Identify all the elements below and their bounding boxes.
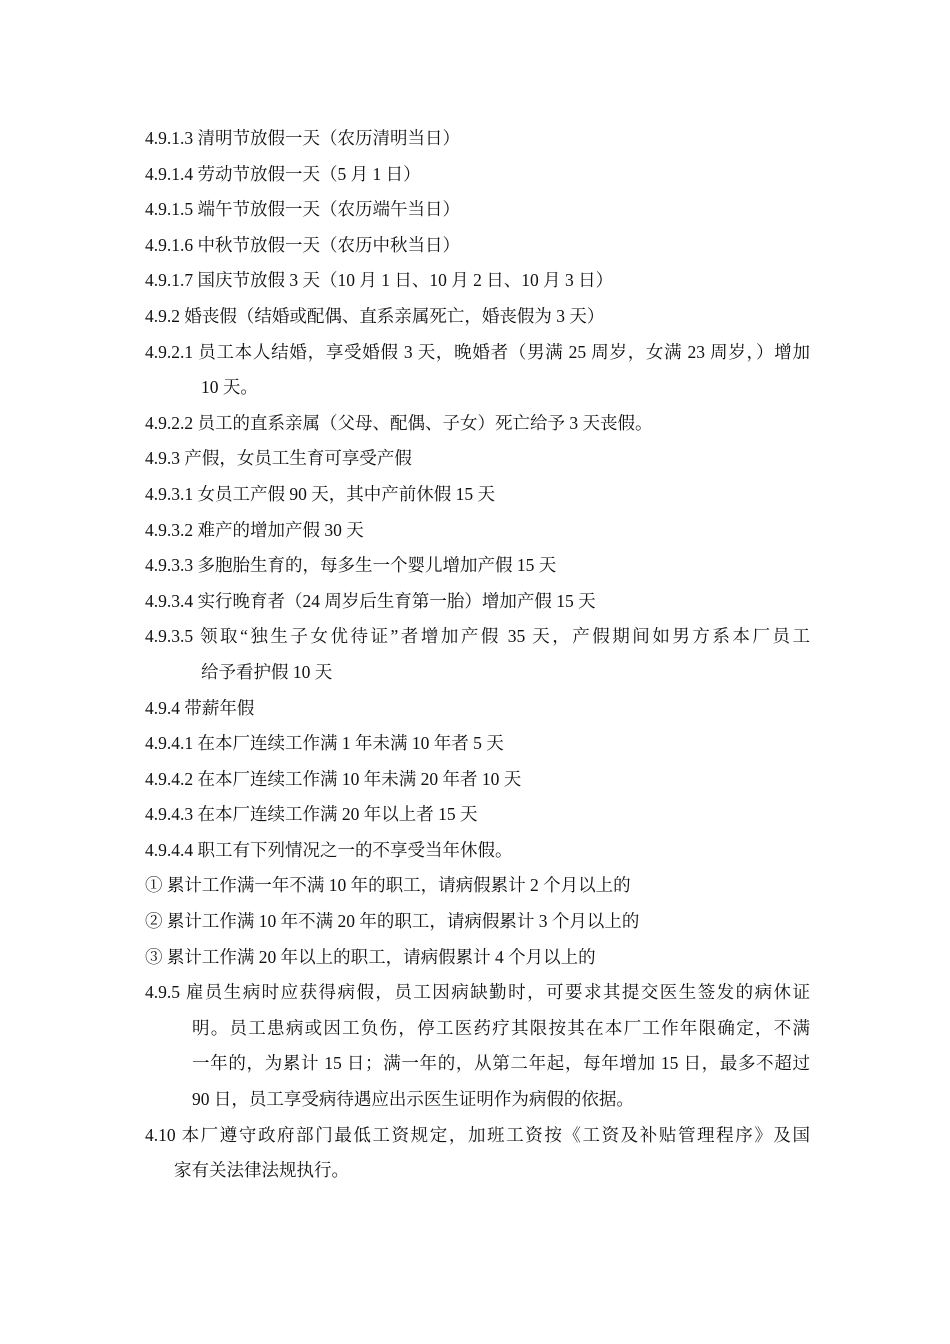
text-line: 4.9.4.4 职工有下列情况之一的不享受当年休假。 [145, 839, 513, 860]
text-line: 4.9.3.1 女员工产假 90 天，其中产前休假 15 天 [145, 483, 495, 504]
text-line: 4.9.4.1 在本厂连续工作满 1 年未满 10 年者 5 天 [145, 733, 504, 754]
text-line: 4.9.3.3 多胞胎生育的，每多生一个婴儿增加产假 15 天 [145, 555, 557, 576]
text-line: 4.9.2.1 员工本人结婚，享受婚假 3 天，晚婚者（男满 25 周岁，女满 23 周岁，）增加 [145, 341, 810, 362]
text-line: 4.9.1.6 中秋节放假一天（农历中秋当日） [145, 234, 460, 255]
text-line-continuation: 明。员工患病或因工负伤，停工医药疗其限按其在本厂工作年限确定，不满 [192, 1017, 810, 1038]
text-line-continuation: 90 日，员工享受病待遇应出示医生证明作为病假的依据。 [192, 1089, 634, 1110]
text-line-continuation: 家有关法律法规执行。 [174, 1160, 349, 1181]
text-line: ② 累计工作满 10 年不满 20 年的职工，请病假累计 3 个月以上的 [145, 911, 640, 932]
text-line: 4.9.1.3 清明节放假一天（农历清明当日） [145, 128, 460, 148]
text-line: 4.9.3.2 难产的增加产假 30 天 [145, 519, 364, 540]
text-line: ① 累计工作满一年不满 10 年的职工，请病假累计 2 个月以上的 [145, 875, 631, 896]
text-line: 4.9.1.7 国庆节放假 3 天（10 月 1 日、10 月 2 日、10 月 3 日） [145, 270, 614, 291]
text-line-continuation: 一年的，为累计 15 日；满一年的，从第二年起，每年增加 15 日，最多不超过 [192, 1053, 810, 1074]
text-line: 4.9.3.4 实行晚育者（24 周岁后生育第一胎）增加产假 15 天 [145, 590, 596, 611]
text-line: 4.9.4.3 在本厂连续工作满 20 年以上者 15 天 [145, 804, 478, 825]
text-line: 4.9.3.5 领取“独生子女优待证”者增加产假 35 天，产假期间如男方系本厂员工 [145, 626, 810, 647]
text-line: 4.9.2 婚丧假（结婚或配偶、直系亲属死亡，婚丧假为 3 天） [145, 305, 605, 326]
text-line: 4.9.1.4 劳动节放假一天（5 月 1 日） [145, 163, 421, 184]
text-line-continuation: 给予看护假 10 天 [201, 661, 333, 682]
text-line: 4.9.4 带薪年假 [145, 697, 255, 718]
text-line: 4.9.4.2 在本厂连续工作满 10 年未满 20 年者 10 天 [145, 768, 522, 789]
text-line-continuation: 10 天。 [201, 377, 258, 398]
text-line: 4.10 本厂遵守政府部门最低工资规定，加班工资按《工资及补贴管理程序》及国 [145, 1124, 810, 1145]
document-body [145, 121, 810, 1189]
text-line: 4.9.1.5 端午节放假一天（农历端午当日） [145, 199, 460, 220]
text-line: 4.9.2.2 员工的直系亲属（父母、配偶、子女）死亡给予 3 天丧假。 [145, 412, 653, 433]
text-line: ③ 累计工作满 20 年以上的职工，请病假累计 4 个月以上的 [145, 946, 596, 967]
text-line: 4.9.3 产假，女员工生育可享受产假 [145, 448, 412, 469]
text-line: 4.9.5 雇员生病时应获得病假，员工因病缺勤时，可要求其提交医生签发的病休证 [145, 982, 810, 1003]
paragraph-continuation [145, 1011, 810, 1118]
